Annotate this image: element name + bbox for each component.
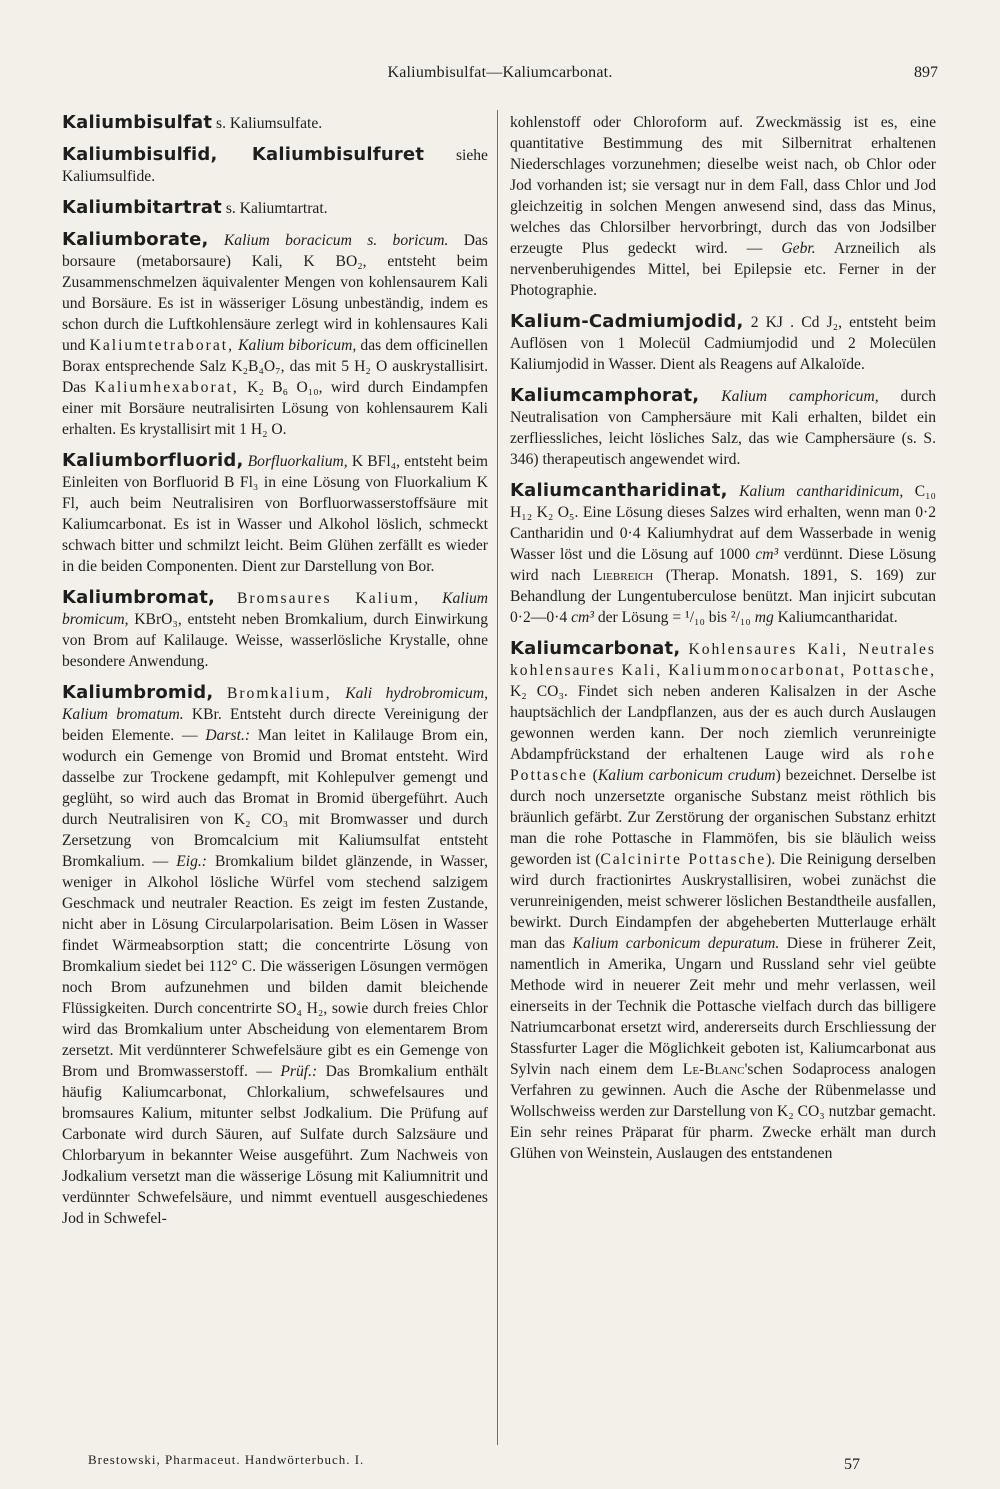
unit: cm³ [755,546,779,563]
entry-text: KBr. Entsteht durch directe Vereinigung der beiden Elemente. — [62,706,488,744]
headword: Kaliumborfluorid, [62,450,244,471]
entry-text: das dem officinellen Borax entsprechende Salz K₂B₄O₇, das mit 5 H₂ O auskrystallisirt. Das [62,337,488,396]
entry-text: s. Kaliumsulfate. [212,115,323,132]
headword: Kaliumbitartrat [62,197,222,218]
entry-text: (Therap. Monatsh. 1891, S. 169) zur Behandlung der Lungentuberculose benützt. Man injicirt subcutan 0·2—0·4 [510,567,936,626]
section-label: Prüf.: [280,1063,318,1080]
entry-text: Das borsaure (metaborsaure) Kali, K BO₂, entsteht beim Zusammenschmelzen äquivalenter Mengen von kohlensaurem Kali und Borsäure. Es ist in wässeriger Lösung unbeständig, indem es schon durch die Luftkohlensäure zerlegt wird in kohlensaures Kali und [62,232,488,354]
entry-text: 2 KJ . Cd J₂, entsteht beim Auflösen von 1 Molecül Cadmiumjodid und 2 Molecülen Kaliumjodid in Wasser. Dient als Reagens auf Alkaloïde. [510,314,936,373]
entry-text: Das Bromkalium enthält häufig Kaliumcarbonat, Chlorkalium, schwefelsaures und bromsaures Kalium, mitunter selbst Jodkalium. Die Prüfung auf Carbonate wird durch Säuren, auf Sulfate durch Salzsäure und Chlorbaryum in bekannter Weise ausgeführt. Zum Nachweis von Jodkalium versetzt man die wässerige Lösung mit Kaliumnitrit und verdünnter Schwefelsäure, und nimmt eventuell ausgeschiedenes Jod in Schwefel- [62,1063,488,1227]
spaced-term: Bromsaures Kalium, [237,590,421,607]
latin-name: Kalium cantharidinicum, [739,483,904,500]
entry-kalium-cadmiumjodid [510,311,936,375]
entry-text: Kaliumcantharidat. [773,609,898,626]
spaced-term: Kaliumtetraborat, [89,337,234,354]
page-footer [0,1448,1000,1478]
headword: Kaliumbisulfat [62,112,213,133]
entry-text: 'schen Sodaprocess analogen Verfahren zu gewinnen. Auch die Asche der Rübenmelasse und Wollschweiss werden zur Darstellung von K₂ CO₃ nutzbar gemacht. Ein sehr reines Präparat für pharm. Zwecke erhält man durch Glühen von Weinstein, Auslaugen des entstandenen [510,1061,936,1162]
entry-kaliumbromid [62,682,488,1229]
section-label: Darst.: [205,727,251,744]
latin-name: Borfluorkalium, [247,453,348,470]
entry-kaliumcantharidinat [510,480,936,628]
entry-kaliumbisulfat [62,112,488,134]
entry-text: C₁₀ H₁₂ K₂ O₅. Eine Lösung dieses Salzes wird erhalten, wenn man 0·2 Cantharidin und 0·4 Kaliumhydrat auf dem Wasserbade in wenig Wasser löst und die Lösung auf 1000 [510,483,936,563]
column-divider [497,110,498,1445]
left-column [62,112,488,1457]
latin-name: Kalium camphoricum, [721,388,879,405]
entry-text: durch Neutralisation von Camphersäure mit Kali erhalten, bildet ein zerfliessliches, leicht lösliches Salz, das wie Camphersäure (s. S. 346) therapeutisch angewendet wird. [510,388,936,468]
entry-text: siehe Kaliumsulfide. [62,147,488,185]
entry-text: der Lösung = ¹/₁₀ bis ²/₁₀ [593,609,755,626]
entry-text: kohlenstoff oder Chloroform auf. Zweckmässig ist es, eine quantitative Bestimmung des mit Silbernitrat erhaltenen Niederschlages vorzunehmen; dieselbe weist nach, ob Chlor oder Jod vorhanden ist; sie versagt nur in dem Fall, dass Chlor und Jod gleichzeitig in solchen Mengen anwesend sind, dass das Minus, welches das Chlorsilber hervorbringt, durch das von Jodsilber erzeugte Plus gedeckt wird. — [510,114,936,257]
author-name: Liebreich [592,567,654,584]
entry-text: verdünnt. Diese Lösung wird nach [510,546,936,584]
spaced-term: Kohlensaures Kali, Neutrales kohlensaures Kali, Kaliummonocarbonat, Pottasche, [510,641,936,679]
entry-kaliumbisulfid [62,144,488,187]
footer-source: Brestowski, Pharmaceut. Handwörterbuch. I. [88,1452,365,1467]
headword: Kaliumcamphorat, [510,385,700,406]
headword: Kaliumbisulfid, Kaliumbisulfuret [62,144,425,165]
entry-text: Arzneilich als nervenberuhigendes Mittel, bei Epilepsie etc. Ferner in der Photographie. [510,240,936,299]
entry-text: K₂ B₆ O₁₀, wird durch Eindampfen einer mit Borsäure neutralisirten Lösung von kohlensaurem Kali erhalten. Es krystallisirt mit 1 H₂ O. [62,379,488,438]
entry-text: ) bezeichnet. Derselbe ist durch noch unzersetzte organische Substanz meist röthlich bis bräunlich gefärbt. Zur Zerstörung der organischen Substanz erhitzt man die rohe Pottasche in Flammöfen, bis sie bläulich weiss geworden ist ( [510,767,936,868]
headword: Kaliumcantharidinat, [510,480,728,501]
page-number: 897 [914,64,938,81]
running-header [0,62,1000,86]
section-label: Gebr. [781,240,816,257]
headword: Kaliumcarbonat, [510,638,681,659]
headword: Kaliumborate, [62,229,209,250]
running-title: Kaliumbisulfat—Kaliumcarbonat. [387,64,613,81]
latin-name: Kalium carbonicum depuratum. [572,935,780,952]
entry-kaliumbitartrat [62,197,488,219]
entry-kaliumborfluorid [62,450,488,577]
entry-text: ( [587,767,598,784]
unit: cm³ [571,609,594,626]
latin-name: Kali hydrobromicum, Kalium bromatum. [62,685,488,723]
entry-kaliumborate [62,229,488,440]
entry-kaliumcarbonat [510,638,936,1164]
entry-text: Diese in früherer Zeit, namentlich in Amerika, Ungarn und Russland sehr viel geübte Methode wird in neuerer Zeit mehr und mehr verlassen, weil einerseits in der Technik die Pottasche vielfach durch das billigere Natriumcarbonat ersetzt wird, andererseits durch Erschliessung der Stassfurter Lager die Möglichkeit geboten ist, Kaliumcarbonat aus Sylvin nach einem dem [510,935,936,1078]
latin-name: Kalium boracicum s. boricum. [223,232,449,249]
latin-name: Kalium biboricum, [238,337,357,354]
headword: Kaliumbromid, [62,682,214,703]
headword: Kaliumbromat, [62,587,216,608]
author-name: Le-Blanc [682,1061,745,1078]
right-column [510,112,936,1457]
latin-name: Kalium bromicum, [62,590,488,628]
entry-text: s. Kaliumtartrat. [221,200,328,217]
entry-text: ). Die Reinigung derselben wird durch fractionirtes Auskrystallisiren, wobei zunächst die verunreinigenden, meist schwerer löslichen Bestandtheile ausfallen, bewirkt. Durch Eindampfen der abgeheberten Mutterlauge erhält man das [510,851,936,952]
entry-text: Man leitet in Kalilauge Brom ein, wodurch ein Gemenge von Bromid und Bromat entsteht. Wird dasselbe zur Trockene gedampft, mit Kohlepulver gemengt und geglüht, so wird auch das Bromat in Bromid übergeführt. Auch durch Neutralisiren von K₂ CO₃ mit Bromwasser und durch Zersetzung von Bromcalcium mit Kaliumsulfat entsteht Bromkalium. — [62,727,488,870]
latin-name: Kalium carbonicum crudum [597,767,776,784]
headword: Kalium-Cadmiumjodid, [510,311,744,332]
entry-text: K BFl₄, entsteht beim Einleiten von Borfluorid B Fl₃ in eine Lösung von Fluorkalium K Fl, auch beim Neutralisiren von Borfluorwasserstoffsäure mit Kaliumcarbonat. Es ist in Wasser und Alkohol löslich, schmeckt schwach bitter und schmilzt leicht. Beim Glühen zerfällt es wieder in die beiden Componenten. Dient zur Darstellung von Bor. [62,453,488,575]
spaced-term: Bromkalium, [226,685,332,702]
sheet-number: 57 [844,1456,860,1473]
spaced-term: rohe Pottasche [510,746,936,784]
entry-text: K₂ CO₃. Findet sich neben anderen Kalisalzen in der Asche hauptsächlich der Landpflanzen, aus der es auch durch Auslaugen gewonnen werden kann. Der noch ziemlich verunreinigte Abdampfrückstand der erhaltenen Lauge wird als [510,683,936,763]
spaced-term: Kaliumhexaborat, [94,379,239,396]
entry-kaliumbromat [62,587,488,672]
section-label: Eig.: [176,853,207,870]
entry-continuation [510,112,936,301]
unit: mg [754,609,774,626]
entry-text: Bromkalium bildet glänzende, in Wasser, weniger in Alkohol lösliche Würfel vom stechend salzigem Geschmack und neutraler Reaction. Es zeigt im festen Zustande, nicht aber in Lösung Circularpolarisation. Beim Lösen in Wasser findet Wärmeabsorption statt; die concentrirte Lösung von Bromkalium siedet bei 112° C. Die wässerigen Lösungen vermögen noch Brom aufzunehmen und bilden damit bleichende Flüssigkeiten. Durch concentrirte SO₄ H₂, sowie durch freies Chlor wird das Bromkalium unter Abscheidung von elementarem Brom zersetzt. Mit verdünnterer Schwefelsäure gibt es ein Gemenge von Brom und Bromwasserstoff. — [62,853,488,1080]
entry-text: KBrO₃, entsteht neben Bromkalium, durch Einwirkung von Brom auf Kalilauge. Weisse, wasserlösliche Krystalle, ohne besondere Anwendung. [62,611,488,670]
spaced-term: Calcinirte Pottasche [600,851,767,868]
entry-kaliumcamphorat [510,385,936,470]
